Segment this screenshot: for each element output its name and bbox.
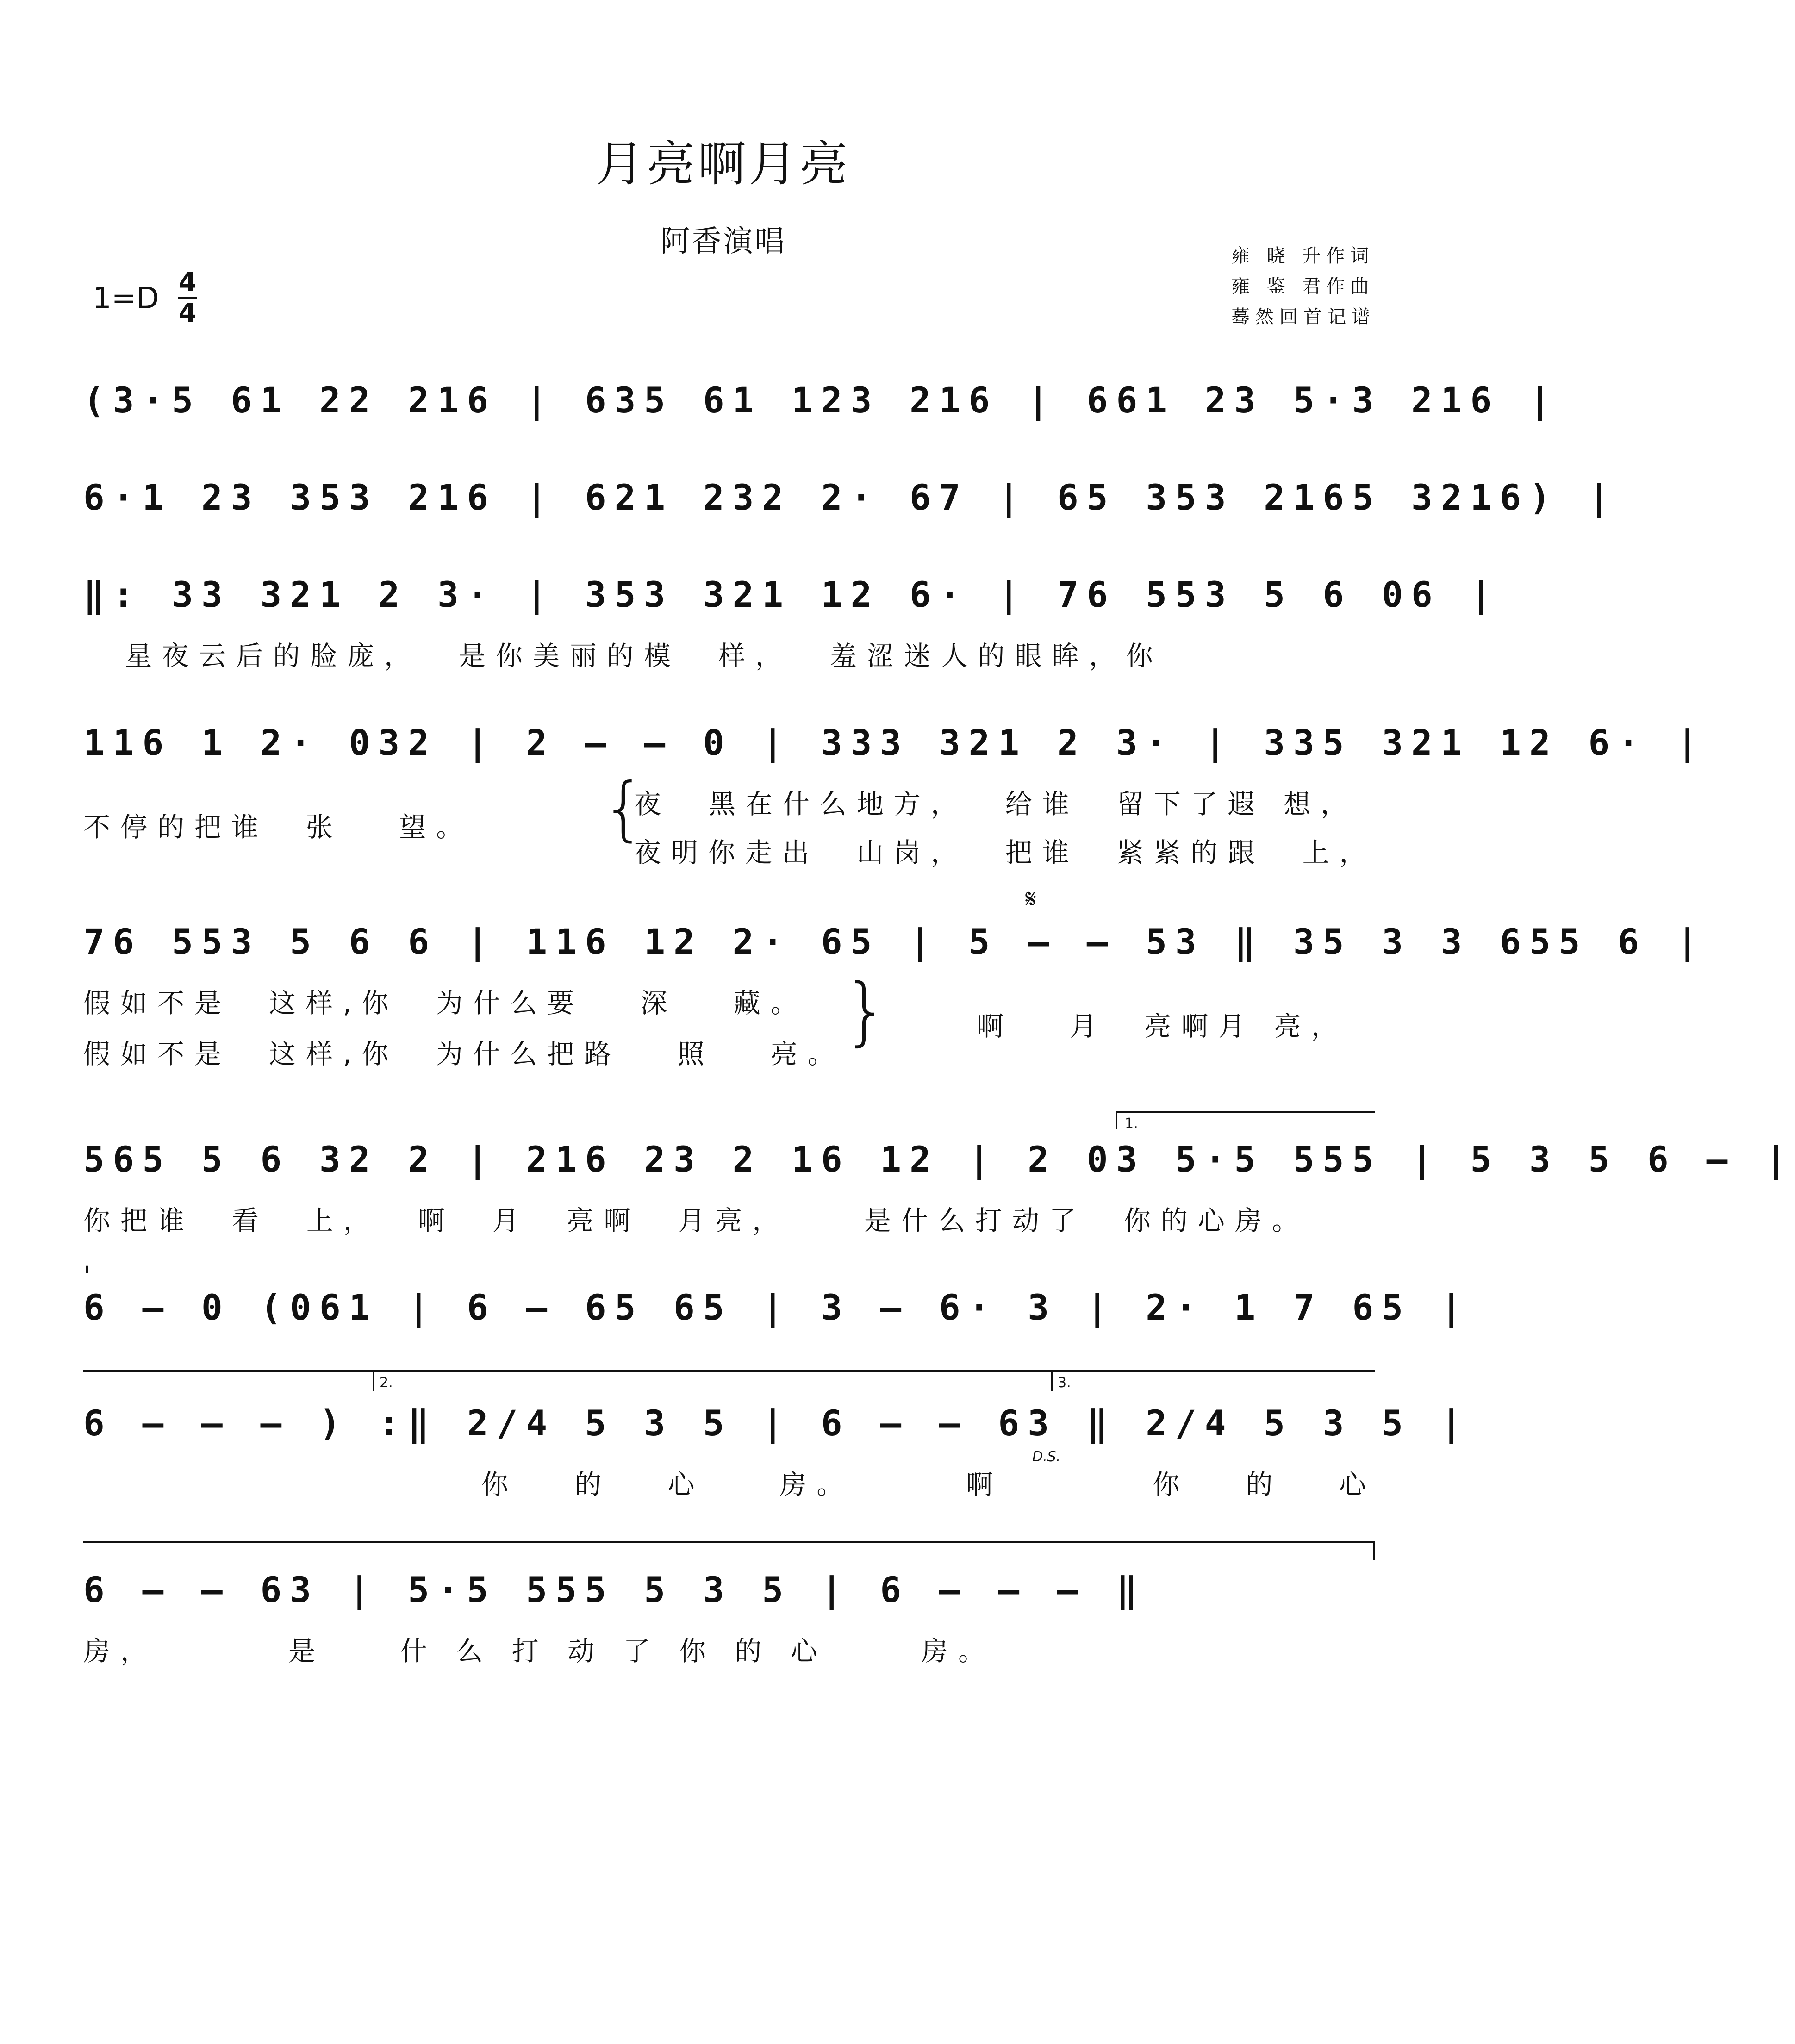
composer-credit: 雍 鉴 君作曲 <box>1231 276 1375 297</box>
volta-line <box>83 1370 1375 1372</box>
performer-line: 阿香演唱 <box>660 224 786 259</box>
volta-3-label: 3. <box>1058 1375 1071 1391</box>
time-signature <box>178 268 197 328</box>
dal-segno-mark: D.S. <box>1032 1449 1061 1465</box>
transcriber-credit: 蓦然回首记谱 <box>1231 306 1376 328</box>
key-signature: 1=D <box>93 281 159 316</box>
volta-2-label: 2. <box>380 1375 393 1391</box>
lyric-line: 星夜云后的脸庞， 是你美丽的模 样， 羞涩迷人的眼眸，你 <box>125 640 1163 672</box>
credits-block <box>1231 241 1376 332</box>
lyric-line: 不停的把谁 张 望。 <box>83 811 474 843</box>
lyric-line: 你 的 心 房。 啊 你 的 心 <box>481 1469 1377 1500</box>
volta-line <box>83 1541 1375 1543</box>
time-signature-top: 4 <box>178 268 197 298</box>
lyric-line-verse-1: 假如不是 这样,你 为什么要 深 藏。 <box>83 987 808 1019</box>
staff-row-2: 6·1 23 353 216 | 621 232 2· 67 | 65 353 2165 3216) | <box>83 477 1618 518</box>
volta-1-bracket <box>1116 1111 1375 1113</box>
lyricist-credit: 雍 晓 升作词 <box>1231 245 1375 267</box>
volta-1-hook <box>1116 1111 1117 1129</box>
staff-row-9: 6 – – 63 | 5·5 555 5 3 5 | 6 – – – ‖ <box>83 1569 1146 1610</box>
staff-row-6: 565 5 6 32 2 | 216 23 2 16 12 | 2 03 5·5 555 | 5 3 5 6 – | <box>83 1139 1795 1180</box>
lyric-line-verse-2: 夜明你走出 山岗， 把谁 紧紧的跟 上， <box>634 837 1377 868</box>
volta-1-label: 1. <box>1125 1115 1138 1132</box>
lyric-line-verse-1: 夜 黑在什么地方， 给谁 留下了遐 想， <box>634 788 1358 820</box>
chorus-lyric-line: 啊 月 亮啊月 亮， <box>977 1010 1348 1042</box>
staff-row-4: 116 1 2· 032 | 2 – – 0 | 333 321 2 3· | 335 321 12 6· | <box>83 722 1707 763</box>
time-signature-bottom: 4 <box>178 298 197 328</box>
staff-row-7: 6 – 0 (061 | 6 – 65 65 | 3 – 6· 3 | 2· 1 7 65 | <box>83 1287 1471 1328</box>
staff-row-8: 6 – – – ) :‖ 2/4 5 3 5 | 6 – – 63 ‖ 2/4 5 3 5 | <box>83 1402 1471 1444</box>
staff-row-1: (3·5 61 22 216 | 635 61 123 216 | 661 23 5·3 216 | <box>83 380 1559 421</box>
staff-row-5: 76 553 5 6 6 | 116 12 2· 65 | 5 – – 53 ‖ 35 3 3 655 6 | <box>83 921 1707 962</box>
volta-2-hook <box>373 1370 374 1391</box>
lyric-line-verse-2: 假如不是 这样,你 为什么把路 照 亮。 <box>83 1038 845 1070</box>
breath-mark: ' <box>83 1261 91 1291</box>
staff-row-3: ‖: 33 321 2 3· | 353 321 12 6· | 76 553 5 6 06 | <box>83 574 1500 615</box>
volta-3-hook <box>1051 1370 1053 1391</box>
song-title: 月亮啊月亮 <box>596 136 851 192</box>
volta-end-hook <box>1373 1541 1375 1560</box>
verse-brace: { <box>602 768 646 849</box>
lyric-line: 你把谁 看 上， 啊 月 亮啊 月亮， 是什么打动了 你的心房。 <box>83 1205 1309 1236</box>
verse-closing-brace: } <box>842 967 890 1054</box>
lyric-line: 房， 是 什 么 打 动 了 你 的 心 房。 <box>83 1635 996 1667</box>
segno-sign: 𝄋 <box>1025 884 1037 914</box>
